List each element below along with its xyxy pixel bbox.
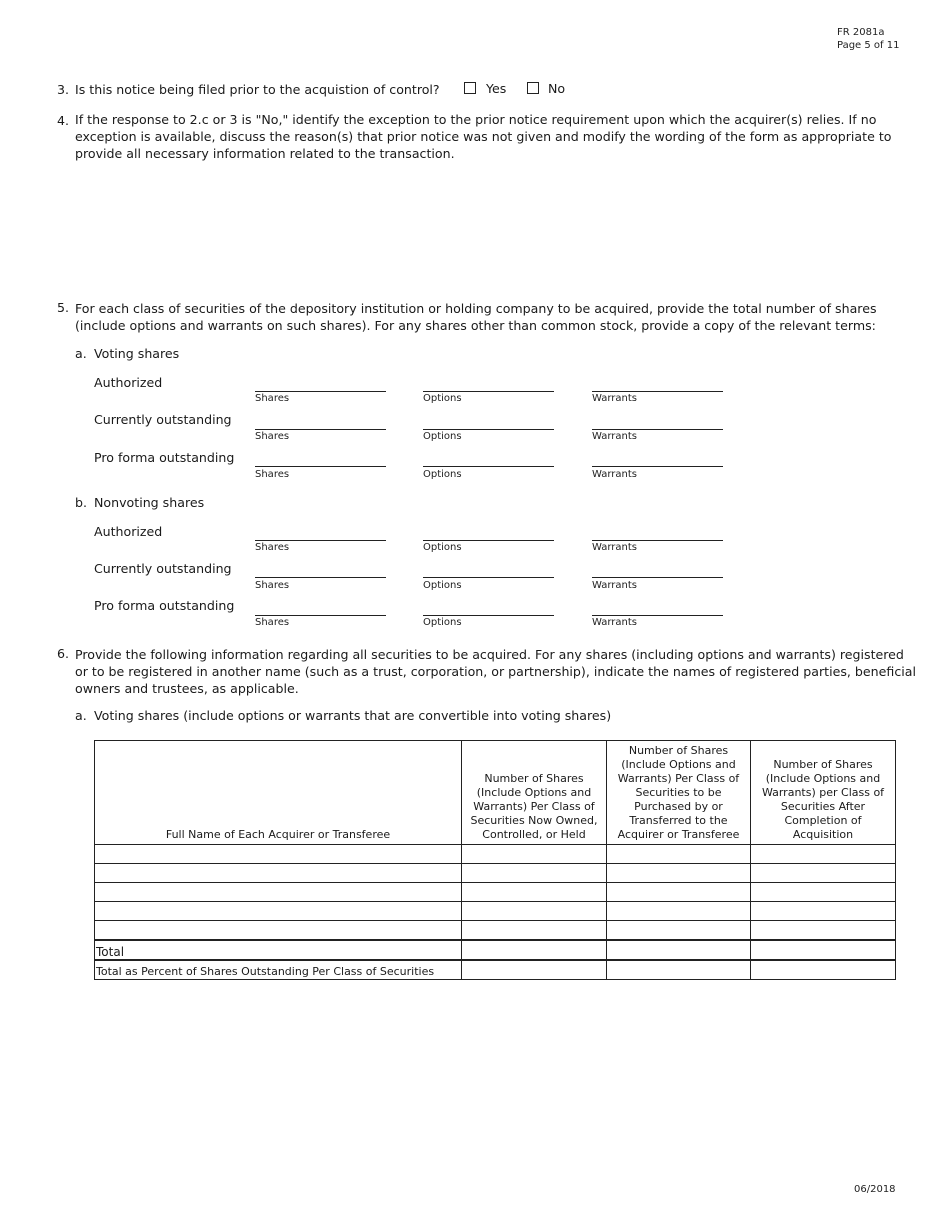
q5b-current-warrants-field[interactable]	[592, 577, 723, 578]
total-purchased-cell[interactable]	[607, 940, 751, 960]
q5-number: 5.	[57, 300, 70, 315]
q5b-row-pro-forma: Pro forma outstanding	[94, 598, 235, 613]
q4-line1: If the response to 2.c or 3 is "No," identify the exception to the prior notice requirement upon which the acquirer(s) relies. If no	[75, 112, 877, 127]
caption-warrants: Warrants	[592, 580, 638, 591]
caption-options: Options	[423, 431, 462, 442]
q5a-proforma-options-field[interactable]	[423, 466, 554, 467]
caption-options: Options	[423, 393, 462, 404]
q5a-row-pro-forma: Pro forma outstanding	[94, 450, 235, 465]
col-header-after-completion: Number of Shares (Include Options and Warrants) per Class of Securities After Completion of Acquisition	[751, 741, 896, 845]
voting-shares-table	[94, 740, 896, 980]
q6-line1: Provide the following information regarding all securities to be acquired. For any shares (including options and warrants) registered	[75, 647, 904, 662]
q6-number: 6.	[57, 646, 70, 661]
q5a-authorized-warrants-field[interactable]	[592, 391, 723, 392]
q5a-authorized-shares-field[interactable]	[255, 391, 386, 392]
q5a-row-authorized: Authorized	[94, 375, 163, 390]
col-header-now-owned: Number of Shares (Include Options and Warrants) Per Class of Securities Now Owned, Controlled, or Held	[462, 741, 607, 845]
q4-line3: provide all necessary information related to the transaction.	[75, 146, 455, 161]
q5b-title: Nonvoting shares	[94, 495, 205, 510]
table-row	[95, 883, 896, 902]
col-header-full-name: Full Name of Each Acquirer or Transferee	[95, 741, 462, 845]
total-owned-cell[interactable]	[462, 940, 607, 960]
purchased-cell[interactable]	[607, 883, 751, 902]
q5b-authorized-warrants-field[interactable]	[592, 540, 723, 541]
purchased-cell[interactable]	[607, 902, 751, 921]
q5a-proforma-shares-field[interactable]	[255, 466, 386, 467]
percent-label: Total as Percent of Shares Outstanding Per Class of Securities	[95, 960, 462, 980]
q5b-authorized-options-field[interactable]	[423, 540, 554, 541]
q5b-current-shares-field[interactable]	[255, 577, 386, 578]
q5-line2: (include options and warrants on such shares). For any shares other than common stock, provide a copy of the relevant terms:	[75, 318, 876, 333]
percent-row	[95, 960, 896, 980]
total-row	[95, 940, 896, 960]
name-cell[interactable]	[95, 845, 462, 864]
caption-warrants: Warrants	[592, 469, 638, 480]
name-cell[interactable]	[95, 883, 462, 902]
q3-number: 3.	[57, 82, 70, 97]
after-cell[interactable]	[751, 902, 896, 921]
after-cell[interactable]	[751, 921, 896, 941]
after-cell[interactable]	[751, 864, 896, 883]
caption-warrants: Warrants	[592, 393, 638, 404]
owned-cell[interactable]	[462, 921, 607, 941]
q3-text: Is this notice being filed prior to the acquistion of control?	[75, 82, 440, 97]
q6a-label: a.	[75, 708, 87, 723]
purchased-cell[interactable]	[607, 864, 751, 883]
q5b-label: b.	[75, 495, 87, 510]
caption-shares: Shares	[255, 393, 290, 404]
q5a-current-options-field[interactable]	[423, 429, 554, 430]
owned-cell[interactable]	[462, 883, 607, 902]
name-cell[interactable]	[95, 921, 462, 941]
name-cell[interactable]	[95, 902, 462, 921]
caption-shares: Shares	[255, 469, 290, 480]
form-date: 06/2018	[854, 1184, 896, 1195]
table-header-row	[95, 741, 896, 845]
table-row	[95, 864, 896, 883]
table-row	[95, 921, 896, 941]
q5b-authorized-shares-field[interactable]	[255, 540, 386, 541]
q5b-proforma-shares-field[interactable]	[255, 615, 386, 616]
name-cell[interactable]	[95, 864, 462, 883]
caption-shares: Shares	[255, 580, 290, 591]
q5a-current-warrants-field[interactable]	[592, 429, 723, 430]
q5b-proforma-warrants-field[interactable]	[592, 615, 723, 616]
q5a-current-shares-field[interactable]	[255, 429, 386, 430]
q6-line2: or to be registered in another name (such as a trust, corporation, or partnership), indicate the names of registered parties, beneficial	[75, 664, 916, 679]
col-header-to-be-purchased: Number of Shares (Include Options and Warrants) Per Class of Securities to be Purchased by or Transferred to the Acquirer or Transferee	[607, 741, 751, 845]
caption-warrants: Warrants	[592, 542, 638, 553]
q4-number: 4.	[57, 113, 70, 128]
purchased-cell[interactable]	[607, 921, 751, 941]
caption-options: Options	[423, 580, 462, 591]
after-cell[interactable]	[751, 845, 896, 864]
q5b-row-authorized: Authorized	[94, 524, 163, 539]
table-row	[95, 902, 896, 921]
caption-warrants: Warrants	[592, 617, 638, 628]
page-number: Page 5 of 11	[837, 40, 900, 51]
q5a-row-currently-outstanding: Currently outstanding	[94, 412, 232, 427]
purchased-cell[interactable]	[607, 845, 751, 864]
q4-line2: exception is available, discuss the reason(s) that prior notice was not given and modify the wording of the form as appropriate to	[75, 129, 892, 144]
q3-yes-label: Yes	[486, 81, 507, 96]
percent-owned-cell[interactable]	[462, 960, 607, 980]
q5b-current-options-field[interactable]	[423, 577, 554, 578]
q6a-title: Voting shares (include options or warrants that are convertible into voting shares)	[94, 708, 612, 723]
caption-options: Options	[423, 469, 462, 480]
caption-shares: Shares	[255, 431, 290, 442]
caption-options: Options	[423, 542, 462, 553]
owned-cell[interactable]	[462, 864, 607, 883]
owned-cell[interactable]	[462, 902, 607, 921]
q5a-authorized-options-field[interactable]	[423, 391, 554, 392]
q5b-row-currently-outstanding: Currently outstanding	[94, 561, 232, 576]
owned-cell[interactable]	[462, 845, 607, 864]
caption-shares: Shares	[255, 617, 290, 628]
caption-warrants: Warrants	[592, 431, 638, 442]
q5b-proforma-options-field[interactable]	[423, 615, 554, 616]
total-label: Total	[95, 940, 462, 960]
q5-line1: For each class of securities of the depository institution or holding company to be acquired, provide the total number of shares	[75, 301, 877, 316]
q6-line3: owners and trustees, as applicable.	[75, 681, 299, 696]
q5a-label: a.	[75, 346, 87, 361]
form-id: FR 2081a	[837, 27, 885, 38]
total-after-cell[interactable]	[751, 940, 896, 960]
q3-no-checkbox[interactable]	[527, 82, 539, 94]
percent-purchased-cell[interactable]	[607, 960, 751, 980]
table-row	[95, 845, 896, 864]
q3-yes-checkbox[interactable]	[464, 82, 476, 94]
after-cell[interactable]	[751, 883, 896, 902]
caption-shares: Shares	[255, 542, 290, 553]
caption-options: Options	[423, 617, 462, 628]
q3-no-label: No	[548, 81, 566, 96]
percent-after-cell[interactable]	[751, 960, 896, 980]
q5a-proforma-warrants-field[interactable]	[592, 466, 723, 467]
q4-response-area[interactable]	[75, 170, 895, 288]
q5a-title: Voting shares	[94, 346, 180, 361]
